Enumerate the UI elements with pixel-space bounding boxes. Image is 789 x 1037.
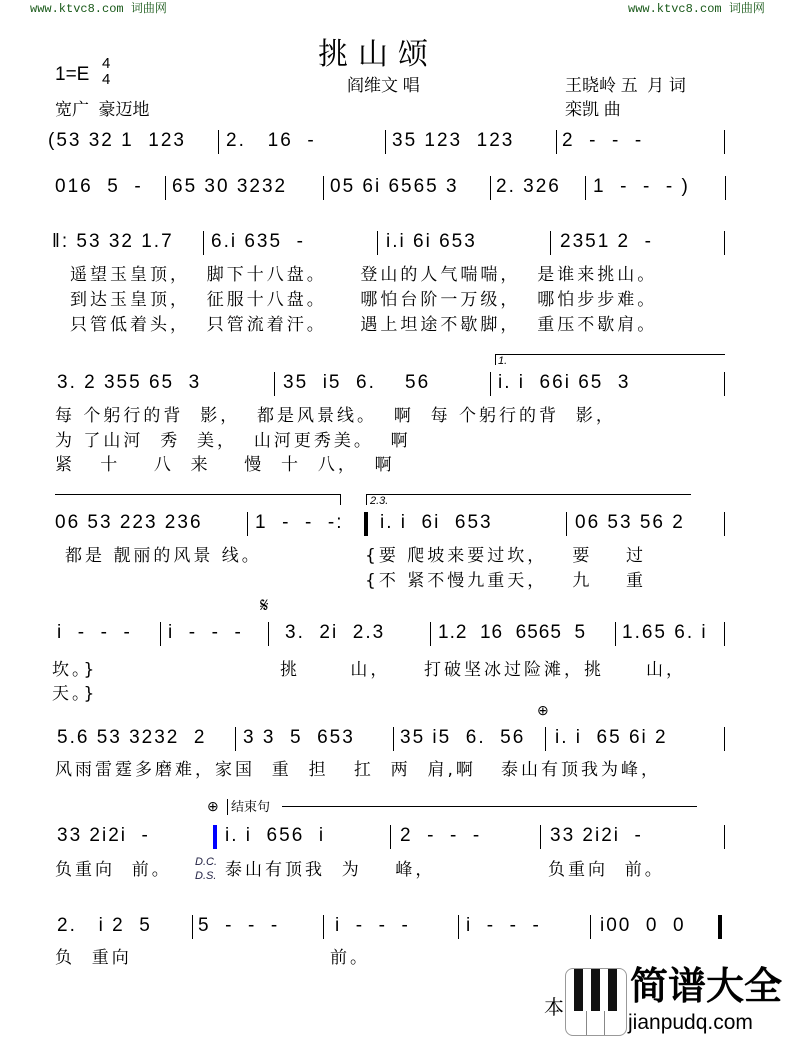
lyric-line: 泰山有顶我 为 峰，: [225, 860, 436, 880]
barline: [160, 622, 161, 646]
singer: 阎维文 唱: [347, 76, 420, 95]
measure: 2 - - -: [562, 130, 644, 151]
dc-marking: D.C.: [195, 856, 217, 868]
measure: 33 2i2i -: [550, 825, 643, 846]
barline: [615, 622, 616, 646]
measure: 3 3 5 653: [243, 727, 355, 748]
barline: [490, 372, 491, 396]
measure: 2 - - -: [400, 825, 482, 846]
barline: [724, 231, 725, 255]
lyric-verse-3: {不 紧不慢九重天， 九 重: [365, 571, 647, 591]
measure: 06 53 56 2: [575, 512, 685, 533]
time-signature: [102, 56, 110, 88]
barline: [725, 176, 726, 200]
measure: 1.2 16 6565 5: [438, 622, 587, 643]
barline: [724, 512, 725, 536]
measure: 2. 16 -: [226, 130, 316, 151]
lyric-verse-2: {要 爬坡来要过坎， 要 过: [365, 546, 647, 566]
measure: 2351 2 -: [560, 231, 653, 252]
measure: 1.65 6. i: [622, 622, 708, 643]
barline: [490, 176, 491, 200]
ending-label: 结束句: [227, 799, 270, 815]
barline: [165, 176, 166, 200]
barline: [545, 727, 546, 751]
lyric-verse-3: 只管低着头， 只管流着汗。 遇上坦途不歇脚， 重压不歇肩。: [70, 315, 658, 335]
measure: 2. i 2 5: [57, 915, 152, 936]
lyric-line: 负重向 前。: [548, 860, 665, 880]
coda-icon: ⊕: [207, 798, 219, 814]
time-bottom: 4: [102, 71, 111, 88]
barline: [566, 512, 567, 536]
barline: [540, 825, 541, 849]
barline: [556, 130, 557, 154]
measure: 2. 326: [496, 176, 561, 197]
lyric-verse-1: 遥望玉皇顶， 脚下十八盘。 登山的人气喘喘， 是谁来挑山。: [70, 265, 658, 285]
measure: 3. 2i 2.3: [285, 622, 386, 643]
composer: 栾凯 曲: [565, 100, 621, 119]
barline: [458, 915, 459, 939]
ds-marking: D.S.: [195, 870, 217, 882]
barline: [274, 372, 275, 396]
lyricist: 王晓岭 五 月 词: [565, 76, 686, 95]
measure: 6.i 635 -: [211, 231, 305, 252]
measure: 1 - - -:: [255, 512, 344, 533]
lyric-line: 负 重向: [55, 948, 132, 968]
lyric-line: 风雨雷霆多磨难，家国 重 担 扛 两 肩,啊 泰山有顶我为峰，: [55, 760, 662, 780]
measure: i - - -: [466, 915, 541, 936]
key-signature: 1=E: [55, 64, 90, 85]
barline: [724, 727, 725, 751]
lyric-verse-2: 为 了山河 秀 美， 山河更秀美。 啊: [55, 431, 411, 451]
footer-text: 本: [544, 997, 564, 1019]
measure: 3. 2 355 65 3: [57, 372, 202, 393]
measure: i - - -: [57, 622, 132, 643]
barline: [724, 130, 725, 154]
measure: 06 53 223 236: [55, 512, 203, 533]
barline: [268, 622, 269, 646]
measure: 1 - - - ): [593, 176, 690, 197]
measure: ‖: 53 32 1.7: [52, 231, 174, 252]
measure: i. i 656 i: [225, 825, 326, 846]
measure: 05 6i 6565 3: [330, 176, 459, 197]
lyric-verse-1: 每 个躬行的背 影， 都是风景线。 啊 每 个躬行的背 影，: [55, 406, 616, 426]
watermark-left: www.ktvc8.com 词曲网: [30, 2, 167, 16]
volta-label: 1.: [498, 355, 508, 367]
measure: 016 5 -: [55, 176, 143, 197]
barline: [393, 727, 394, 751]
logo-text: 简谱大全: [630, 966, 783, 1008]
volta-bracket-2-3: [366, 494, 691, 505]
barline: [590, 915, 591, 939]
measure: 35 i5 6. 56: [400, 727, 526, 748]
barline: [203, 231, 204, 255]
volta-bracket-1-end: [55, 494, 341, 505]
lyric-line: 挑 山， 打破坚冰过险滩，挑 山，: [280, 660, 687, 680]
barline: [724, 622, 725, 646]
measure: i00 0 0: [600, 915, 686, 936]
final-barline: [718, 915, 722, 939]
song-title: 挑山颂: [318, 38, 438, 71]
barline: [724, 825, 725, 849]
segno-icon: 𝄋: [260, 595, 269, 617]
double-barline: [213, 825, 217, 849]
measure: i. i 6i 653: [380, 512, 493, 533]
measure: 35 i5 6. 56: [283, 372, 431, 393]
time-top: 4: [102, 55, 111, 72]
barline: [247, 512, 248, 536]
barline: [323, 176, 324, 200]
repeat-end-barline: [364, 512, 368, 536]
barline: [377, 231, 378, 255]
barline: [430, 622, 431, 646]
measure: i. i 65 6i 2: [555, 727, 668, 748]
barline: [550, 231, 551, 255]
measure: 65 30 3232: [172, 176, 288, 197]
measure: i. i 66i 65 3: [498, 372, 631, 393]
logo-url: jianpudq.com: [628, 1011, 753, 1034]
barline: [218, 130, 219, 154]
measure: 33 2i2i -: [57, 825, 150, 846]
measure: 35 123 123: [392, 130, 515, 151]
measure: 5 - - -: [198, 915, 280, 936]
tempo-marking: 宽广 豪迈地: [55, 100, 150, 119]
piano-logo-icon: [565, 968, 627, 1036]
measure: i - - -: [168, 622, 243, 643]
coda-icon: ⊕: [537, 702, 549, 718]
measure: i.i 6i 653: [386, 231, 477, 252]
barline: [192, 915, 193, 939]
lyric-line: 负重向 前。: [55, 860, 172, 880]
ending-line: [282, 806, 697, 807]
lyric-verse-3: 天。}: [52, 684, 98, 704]
lyric-verse-3: 紧 十 八 来 慢 十 八， 啊: [55, 455, 395, 475]
volta-bracket-1: [495, 354, 725, 365]
lyric-verse-2: 到达玉皇顶， 征服十八盘。 哪怕台阶一万级， 哪怕步步难。: [70, 290, 658, 310]
volta-label: 2.3.: [370, 495, 389, 507]
barline: [323, 915, 324, 939]
lyric-line: 都是 靓丽的风景 线。: [65, 546, 262, 566]
measure: i - - -: [335, 915, 410, 936]
watermark-right: www.ktvc8.com 词曲网: [628, 2, 765, 16]
lyric-line: 前。: [330, 948, 370, 968]
measure: 5.6 53 3232 2: [57, 727, 207, 748]
barline: [585, 176, 586, 200]
measure: (53 32 1 123: [48, 130, 186, 151]
barline: [390, 825, 391, 849]
barline: [385, 130, 386, 154]
barline: [724, 372, 725, 396]
lyric-verse-2: 坎。}: [52, 660, 98, 680]
barline: [235, 727, 236, 751]
